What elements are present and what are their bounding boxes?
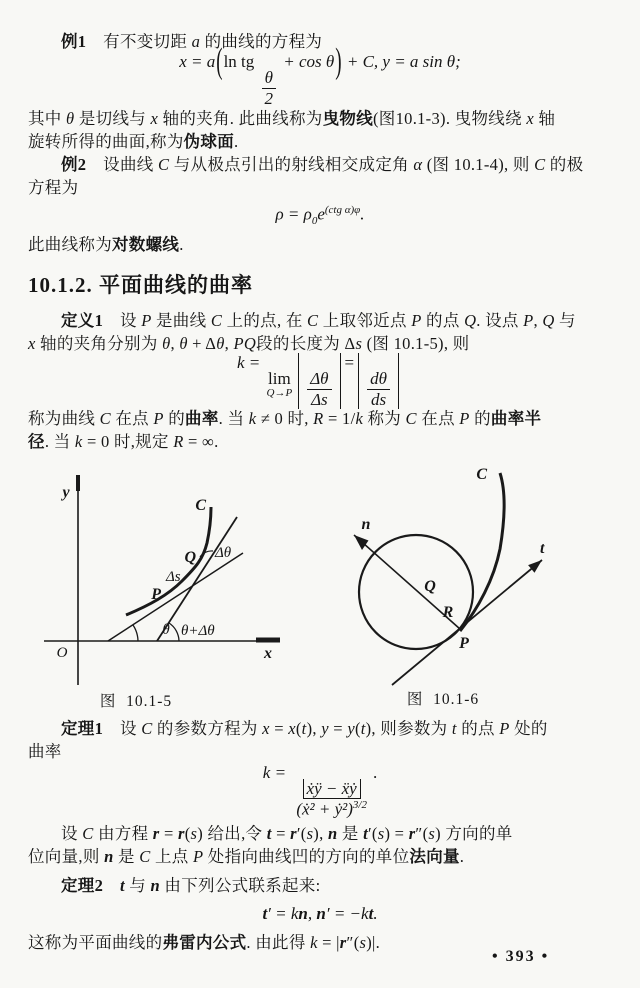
curve-C bbox=[126, 507, 211, 615]
formula-frenet bbox=[28, 900, 612, 928]
label-point-P: P bbox=[151, 586, 161, 603]
section-header: 10.1.2. 平面曲线的曲率 bbox=[28, 273, 253, 297]
den-exponent: 3/2 bbox=[352, 799, 367, 812]
label-delta-s: Δs bbox=[166, 569, 181, 585]
figure-10-1-6-caption: 图 10.1-6 bbox=[406, 691, 480, 708]
lim-subscript: Q→P bbox=[266, 386, 293, 399]
frac-numerator: dθ bbox=[367, 369, 390, 390]
para-example1-body2: 旋转所得的曲面,称为伪球面. bbox=[28, 132, 239, 151]
formula-tractrix-fn: ln tg bbox=[223, 51, 259, 71]
denominator-text bbox=[293, 799, 370, 819]
para-example1-intro: 例1 有不变切距 a 的曲线的方程为 bbox=[61, 32, 323, 51]
left-paren: ( bbox=[216, 41, 223, 82]
label-center-Q: Q bbox=[424, 578, 436, 595]
tangent-at-P bbox=[108, 553, 243, 641]
formula-tractrix-mid: + cos θ bbox=[279, 51, 335, 71]
para-def1-line1: 定义1 设 P 是曲线 C 上的点, 在 C 上取邻近点 P 的点 Q. 设点 P, Q 与 bbox=[61, 311, 576, 330]
curvparam-lead: k = bbox=[262, 762, 291, 782]
label-curve-C: C bbox=[195, 497, 206, 514]
fraction-dtheta-ds-1 bbox=[307, 369, 331, 409]
label-tangent-t: t bbox=[540, 540, 545, 557]
formula-log-spiral bbox=[28, 202, 612, 230]
formula-log-spiral-text: $\rho = \rho_0e^{(ctg \alpha)\varphi}$. bbox=[275, 204, 365, 228]
figures-row bbox=[28, 457, 612, 709]
figure-10-1-5 bbox=[30, 457, 310, 709]
normal-arrowhead bbox=[354, 535, 369, 550]
label-curve-C: C bbox=[476, 466, 487, 483]
figure-10-1-6-drawing bbox=[330, 457, 630, 709]
label-delta-theta: Δθ bbox=[215, 545, 232, 561]
para-def1-line4: 径. 当 k = 0 时,规定 R = ∞. bbox=[28, 432, 219, 451]
x-axis-arrow bbox=[256, 638, 280, 643]
frac-denominator: Δs bbox=[311, 389, 328, 409]
label-radius-R: R bbox=[442, 604, 454, 621]
label-x-axis: x bbox=[264, 645, 272, 662]
fraction-theta-2 bbox=[262, 68, 277, 108]
frac-numerator: θ bbox=[262, 68, 276, 89]
label-point-Q: Q bbox=[184, 549, 196, 566]
frac-numerator: Δθ bbox=[307, 369, 331, 390]
abs-numerator bbox=[303, 779, 361, 800]
figure-10-1-5-caption: 图 10.1-5 bbox=[99, 693, 173, 710]
curvdef-equals: = bbox=[344, 352, 355, 372]
formula-curvature-definition bbox=[28, 352, 612, 409]
para-example2-body2: 此曲线称为对数螺线. bbox=[28, 235, 184, 254]
figure-10-1-6 bbox=[330, 457, 630, 709]
para-def1-line2: x 轴的夹角分别为 θ, θ + Δθ, PQ段的长度为 Δs (图 10.1-5), 则 bbox=[28, 334, 470, 353]
limit-operator bbox=[267, 370, 293, 399]
label-origin: O bbox=[56, 645, 68, 661]
para-closing-line: 这称为平面曲线的弗雷内公式. 由此得 k = |r″(s)|. bbox=[28, 933, 381, 952]
para-example2-body1: 方程为 bbox=[28, 178, 79, 197]
right-paren: ) bbox=[335, 41, 342, 82]
formula-tractrix-lhs: x = a bbox=[179, 51, 216, 71]
label-theta-plus-delta: θ+Δθ bbox=[181, 623, 215, 639]
para-thm1-line2: 曲率 bbox=[28, 742, 62, 761]
formula-tractrix-rhs: + C, y = a sin θ; bbox=[342, 51, 461, 71]
formula-curvature-parametric bbox=[28, 762, 612, 819]
label-theta: θ bbox=[162, 622, 170, 638]
label-point-P: P bbox=[459, 635, 469, 652]
lim-word: lim bbox=[268, 369, 291, 389]
angle-arc-theta-sum bbox=[169, 623, 179, 641]
para-example1-body1: 其中 θ 是切线与 x 轴的夹角. 此曲线称为曳物线(图10.1-3). 曳物线绕 x 轴 bbox=[28, 109, 556, 128]
abs-bars-2 bbox=[358, 353, 399, 409]
curvparam-period: . bbox=[372, 762, 378, 782]
para-def1-line3: 称为曲线 C 在点 P 的曲率. 当 k ≠ 0 时, R = 1/k 称为 C 在点 P 的曲率半 bbox=[28, 409, 542, 428]
abs-bars-1 bbox=[298, 353, 340, 409]
frac-denominator: 2 bbox=[264, 88, 274, 108]
numerator-text: ẋÿ − ẍẏ bbox=[306, 778, 357, 798]
frac-denominator: ds bbox=[370, 389, 387, 409]
para-vector-line1: 设 C 由方程 r = r(s) 给出,令 t = r′(s), n 是 t′(s) = r″(s) 方向的单 bbox=[61, 824, 513, 843]
curve-C bbox=[460, 473, 504, 631]
curvdef-lead: k = bbox=[237, 352, 265, 372]
den-base: (ẋ² + ẏ²) bbox=[296, 799, 353, 819]
label-y-axis: y bbox=[62, 484, 70, 501]
angle-arc-theta bbox=[133, 625, 138, 641]
formula-frenet-text: t′ = kn, n′ = −kt. bbox=[262, 904, 378, 923]
para-thm2-line: 定理2 t 与 n 由下列公式联系起来: bbox=[61, 876, 321, 895]
page-number: • 393 • bbox=[492, 948, 550, 965]
para-example2-intro: 例2 设曲线 C 与从极点引出的射线相交成定角 α (图 10.1-4), 则 C 的极 bbox=[61, 155, 584, 174]
label-normal-n: n bbox=[361, 516, 371, 533]
figure-10-1-5-drawing bbox=[30, 457, 310, 709]
para-vector-line2: 位向量,则 n 是 C 上点 P 处指向曲线凹的方向的单位法向量. bbox=[28, 847, 465, 866]
fraction-curvature bbox=[293, 779, 370, 820]
fraction-dtheta-ds-2 bbox=[367, 369, 390, 409]
para-thm1-line1: 定理1 设 C 的参数方程为 x = x(t), y = y(t), 则参数为 t 的点 P 处的 bbox=[61, 719, 548, 738]
